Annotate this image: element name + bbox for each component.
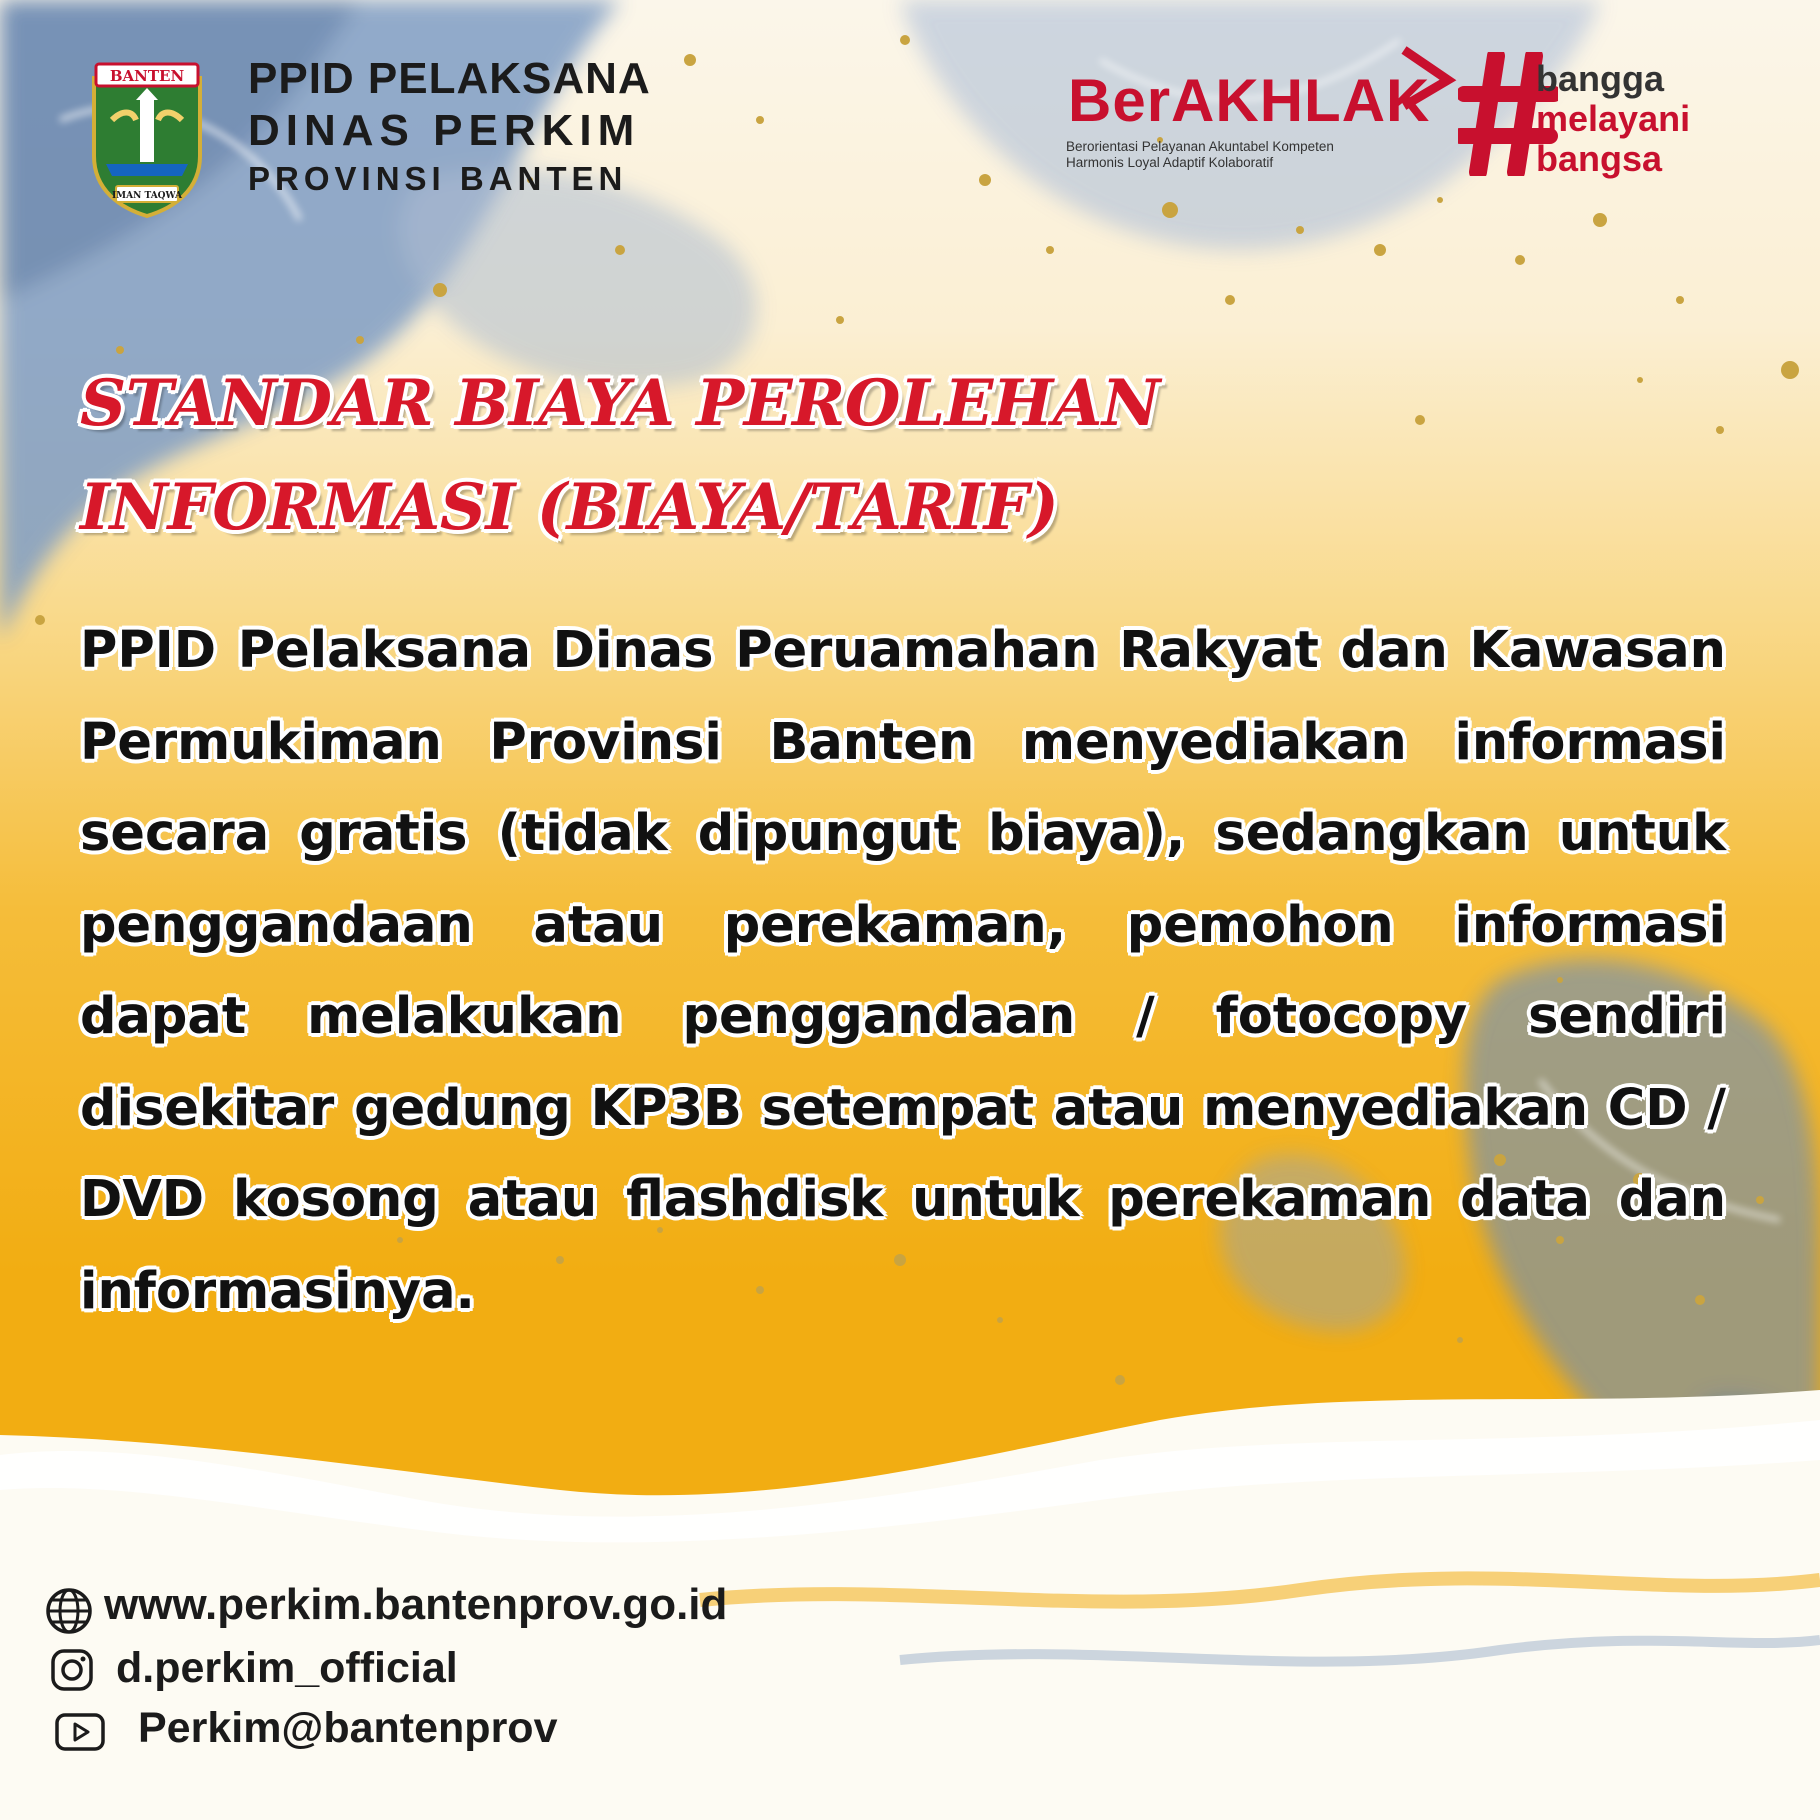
emblem-bottom-text: IMAN TAQWA	[111, 191, 183, 201]
org-name-line1: PPID PELAKSANA	[248, 54, 651, 103]
globe-icon	[44, 1586, 94, 1636]
org-name-line2: DINAS PERKIM	[248, 106, 641, 155]
instagram-icon	[50, 1648, 94, 1692]
berakhlak-tagline-2: Harmonis Loyal Adaptif Kolaboratif	[1066, 155, 1274, 170]
bangga-line1: bangga	[1536, 58, 1665, 99]
title-line1: STANDAR BIAYA PEROLEHAN	[80, 366, 1160, 441]
berakhlak-logo: BerAKHLAK	[1068, 67, 1431, 134]
banten-emblem-icon	[82, 60, 212, 220]
emblem-top-text: BANTEN	[109, 67, 185, 85]
body-paragraph: PPID Pelaksana Dinas Peruamahan Rakyat dan Kawasan Permukiman Provinsi Banten menyediakan informasi secara gratis (tidak dipungut biaya), sedangkan untuk penggandaan atau perekaman, pemohon informasi dapat melakukan penggandaan / fotocopy sendiri disekitar gedung KP3B setempat atau menyediakan CD / DVD kosong atau flashdisk untuk perekaman data dan informasinya.	[80, 621, 1726, 1321]
org-name-line3: PROVINSI BANTEN	[248, 160, 628, 197]
bangga-line2: melayani	[1536, 98, 1691, 139]
youtube-handle[interactable]: Perkim@bantenprov	[138, 1704, 558, 1752]
website-link[interactable]: www.perkim.bantenprov.go.id	[104, 1580, 728, 1629]
instagram-handle[interactable]: d.perkim_official	[116, 1644, 458, 1692]
youtube-icon	[54, 1712, 106, 1752]
bangga-line3: bangsa	[1536, 138, 1663, 179]
title-line2: INFORMASI (BIAYA/TARIF)	[80, 470, 1059, 545]
berakhlak-tagline-1: Berorientasi Pelayanan Akuntabel Kompeten	[1066, 139, 1334, 154]
